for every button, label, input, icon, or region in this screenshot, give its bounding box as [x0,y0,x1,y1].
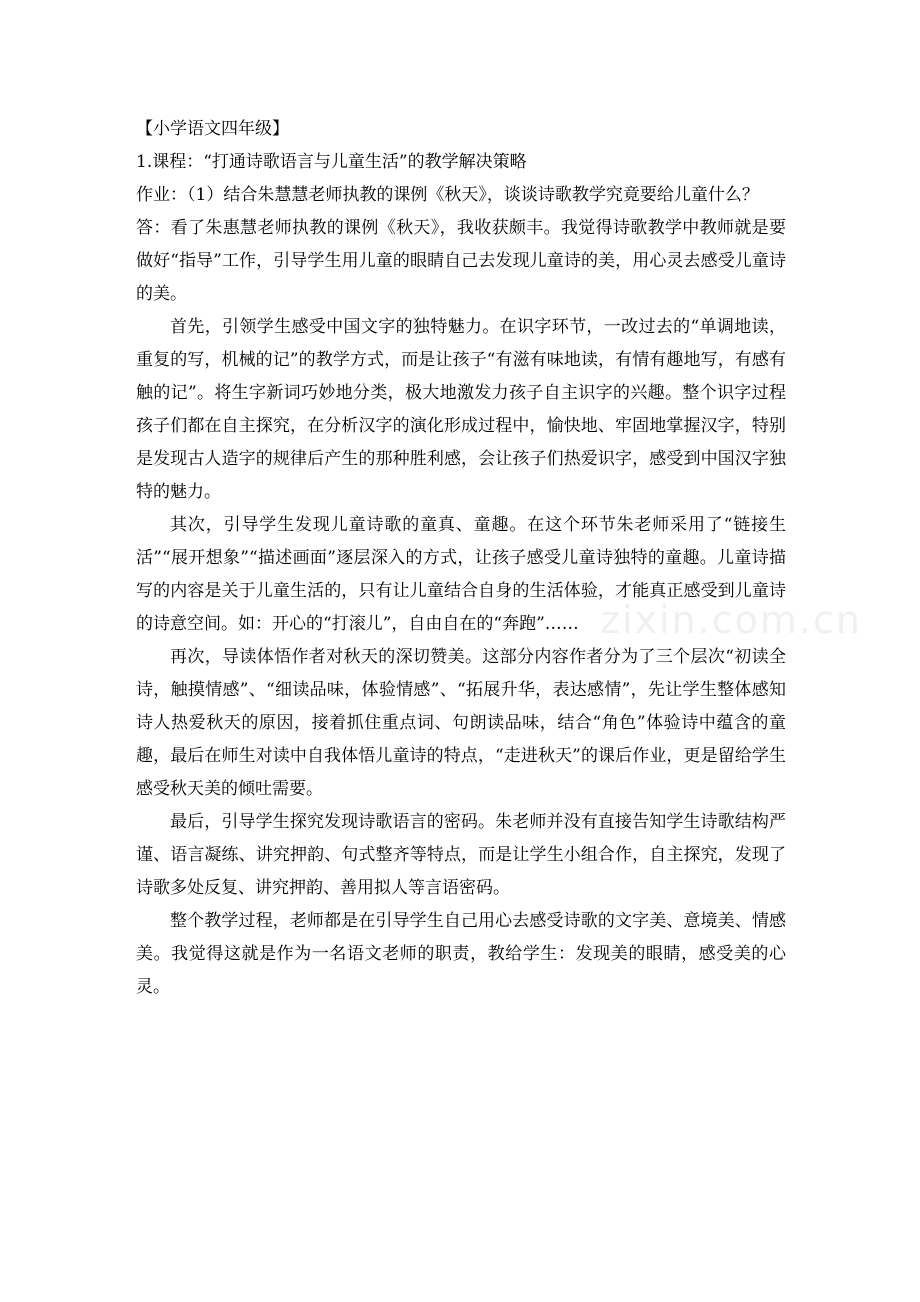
paragraph-second: 其次，引导学生发现儿童诗歌的童真、童趣。在这个环节朱老师采用了“链接生活”“展开想象”“描述画面”逐层深入的方式，让孩子感受儿童诗独特的童趣。儿童诗描写的内容是关于儿童生活的，只有让儿童结合自身的生活体验，才能真正感受到儿童诗的诗意空间。如：开心的“打滚儿”，自由自在的“奔跑”…… [136,515,786,634]
paragraph-summary: 整个教学过程，老师都是在引导学生自己用心去感受诗歌的文字美、意境美、情感美。我觉得这就是作为一名语文老师的职责，教给学生：发现美的眼睛，感受美的心灵。 [136,911,786,997]
homework-line: 作业：（1）结合朱慧慧老师执教的课例《秋天》，谈谈诗歌教学究竟要给儿童什么？ [136,185,759,205]
course-line: 1.课程：“打通诗歌语言与儿童生活”的教学解决策略 [136,152,527,172]
paragraph-third: 再次，导读体悟作者对秋天的深切赞美。这部分内容作者分为了三个层次“初读全诗，触摸情感”、“细读品味，体验情感”、“拓展升华，表达感情”，先让学生整体感知诗人热爱秋天的原因，接着抓住重点词、句朗读品味，结合“角色”体验诗中蕴含的童趣，最后在师生对读中自我体悟儿童诗的特点，“走进秋天”的课后作业，更是留给学生感受秋天美的倾吐需要。 [136,647,786,799]
answer-intro: 答：看了朱惠慧老师执教的课例《秋天》，我收获颇丰。我觉得诗歌教学中教师就是要做好“指导”工作，引导学生用儿童的眼睛自己去发现儿童诗的美，用心灵去感受儿童诗的美。 [136,218,786,304]
paragraph-first: 首先，引领学生感受中国文字的独特魅力。在识字环节，一改过去的“单调地读，重复的写，机械的记”的教学方式，而是让孩子“有滋有味地读，有情有趣地写，有感有触的记”。将生字新词巧妙地分类，极大地激发力孩子自主识字的兴趣。整个识字过程孩子们都在自主探究，在分析汉字的演化形成过程中，愉快地、牢固地掌握汉字，特别是发现古人造字的规律后产生的那种胜利感，会让孩子们热爱识字，感受到中国汉字独特的魅力。 [136,317,786,502]
watermark: zixin.com.cn [600,598,862,642]
document-heading: 【小学语文四年级】 [136,119,289,139]
paragraph-fourth: 最后，引导学生探究发现诗歌语言的密码。朱老师并没有直接告知学生诗歌结构严谨、语言凝练、讲究押韵、句式整齐等特点，而是让学生小组合作，自主探究，发现了诗歌多处反复、讲究押韵、善用拟人等言语密码。 [136,812,786,898]
document-body [136,113,786,1004]
